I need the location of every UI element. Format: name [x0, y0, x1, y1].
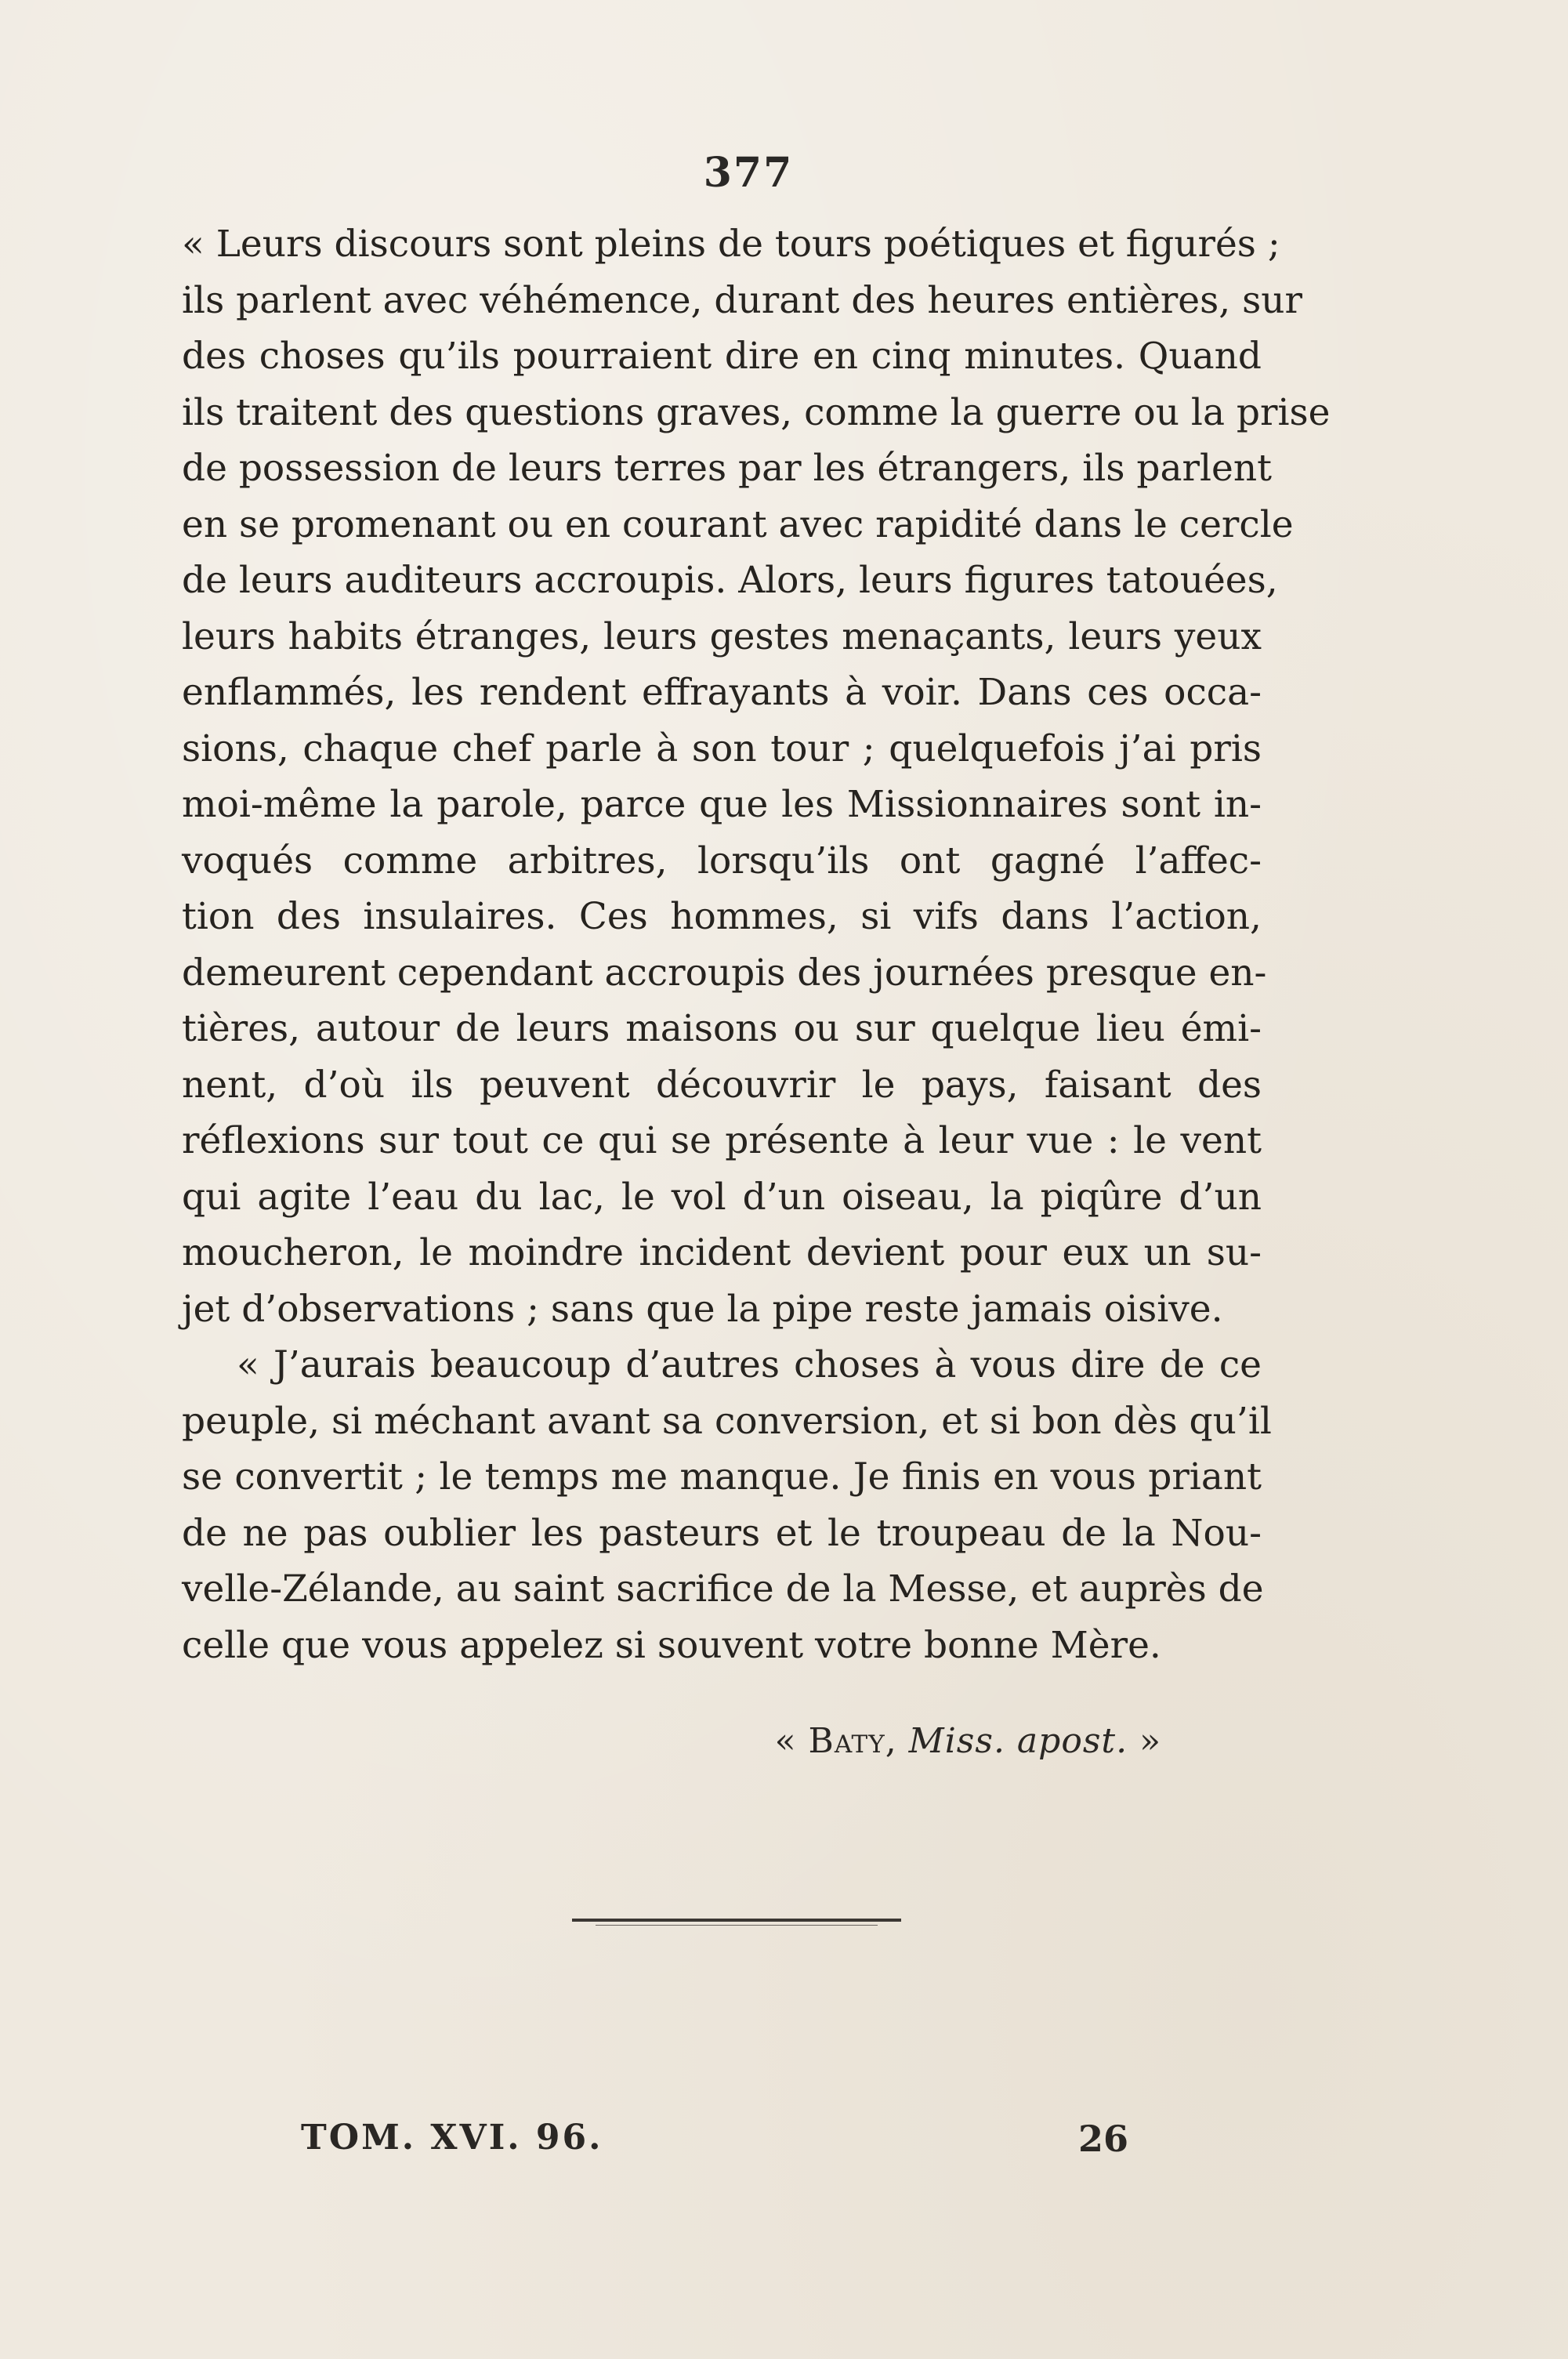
signature: « Baty, Miss. apost. »	[774, 1721, 1161, 1761]
signature-close-quote: »	[1139, 1721, 1161, 1761]
text-line: nent, d’où ils peuvent découvrir le pays, faisant des	[182, 1063, 1262, 1107]
signature-title: Miss. apost.	[908, 1721, 1128, 1761]
page-number: 377	[703, 149, 794, 197]
text-line: ils traitent des questions graves, comme la guerre ou la prise	[182, 390, 1331, 434]
signature-open-quote: «	[774, 1721, 797, 1761]
text-line: de leurs auditeurs accroupis. Alors, leurs figures tatouées,	[182, 559, 1278, 602]
signature-name: Baty	[808, 1721, 885, 1761]
text-line: jet d’observations ; sans que la pipe reste jamais oisive.	[182, 1287, 1223, 1331]
signature-mark: 26	[1078, 2118, 1129, 2160]
text-line: sions, chaque chef parle à son tour ; quelquefois j’ai pris	[182, 727, 1262, 770]
text-line: moucheron, le moindre incident devient pour eux un su-	[182, 1231, 1262, 1274]
text-line: « Leurs discours sont pleins de tours poétiques et figurés ;	[182, 223, 1280, 266]
text-line: tion des insulaires. Ces hommes, si vifs dans l’action,	[182, 895, 1262, 938]
text-line: voqués comme arbitres, lorsqu’ils ont gagné l’affec-	[182, 839, 1262, 882]
text-line: moi-même la parole, parce que les Missionnaires sont in-	[182, 783, 1262, 826]
volume-mark: TOM. XVI. 96.	[301, 2118, 603, 2158]
text-line: ils parlent avec véhémence, durant des heures entières, sur	[182, 278, 1302, 322]
text-line: des choses qu’ils pourraient dire en cinq minutes. Quand	[182, 335, 1262, 378]
text-line: demeurent cependant accroupis des journées presque en-	[182, 951, 1267, 995]
body-text	[182, 216, 1331, 1673]
text-line: celle que vous appelez si souvent votre bonne Mère.	[182, 1623, 1161, 1667]
text-line: de ne pas oublier les pasteurs et le troupeau de la Nou-	[182, 1511, 1262, 1555]
text-line: « J’aurais beaucoup d’autres choses à vous dire de ce	[237, 1343, 1262, 1386]
text-line: qui agite l’eau du lac, le vol d’un oiseau, la piqûre d’un	[182, 1175, 1262, 1219]
text-line: velle-Zélande, au saint sacrifice de la Messe, et auprès de	[182, 1567, 1264, 1611]
text-line: en se promenant ou en courant avec rapidité dans le cercle	[182, 502, 1294, 546]
text-line: de possession de leurs terres par les étrangers, ils parlent	[182, 447, 1272, 490]
text-line: peuple, si méchant avant sa conversion, et si bon dès qu’il	[182, 1399, 1272, 1443]
text-line: réflexions sur tout ce qui se présente à leur vue : le vent	[182, 1119, 1262, 1162]
section-divider-thin	[596, 1925, 878, 1926]
text-line: tières, autour de leurs maisons ou sur quelque lieu émi-	[182, 1007, 1262, 1050]
section-divider	[572, 1919, 901, 1922]
text-line: leurs habits étranges, leurs gestes menaçants, leurs yeux	[182, 614, 1262, 658]
text-line: enflammés, les rendent effrayants à voir. Dans ces occa-	[182, 671, 1262, 714]
text-line: se convertit ; le temps me manque. Je finis en vous priant	[182, 1455, 1262, 1498]
